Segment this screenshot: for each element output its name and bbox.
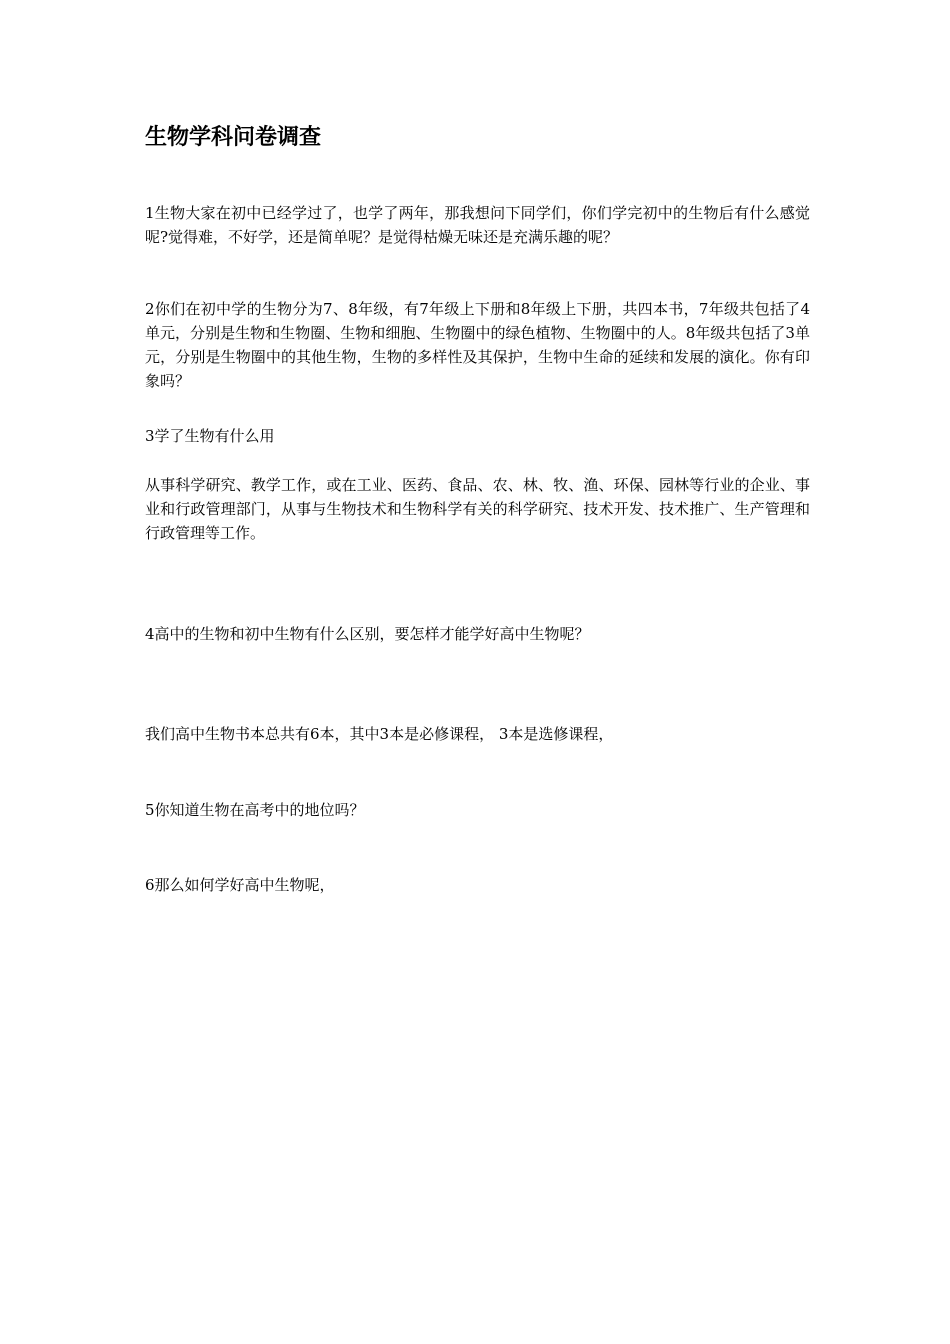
question-5: 5你知道生物在高考中的地位吗？ <box>145 801 365 819</box>
answer-3: 从事科学研究、教学工作，或在工业、医药、食品、农、林、牧、渔、环保、园林等行业的企业、事业和行政管理部门，从事与生物技术和生物科学有关的科学研究、技术开发、技术推广、生产管理和行政管理等工作。 <box>145 476 810 542</box>
question-1: 1生物大家在初中已经学过了，也学了两年，那我想问下同学们，你们学完初中的生物后有什么感觉呢?觉得难，不好学，还是简单呢？是觉得枯燥无味还是充满乐趣的呢？ <box>145 204 810 246</box>
question-4: 4高中的生物和初中生物有什么区别，要怎样才能学好高中生物呢？ <box>145 625 590 643</box>
document-title: 生物学科问卷调查 <box>145 125 322 150</box>
question-6: 6那么如何学好高中生物呢， <box>145 876 335 894</box>
answer-4: 我们高中生物书本总共有6本，其中3本是必修课程， 3本是选修课程， <box>145 725 614 743</box>
question-3: 3学了生物有什么用 <box>145 427 275 445</box>
question-2: 2你们在初中学的生物分为7、8年级，有7年级上下册和8年级上下册，共四本书，7年级共包括了4单元，分别是生物和生物圈、生物和细胞、生物圈中的绿色植物、生物圈中的人。8年级共包括了3单元，分别是生物圈中的其他生物，生物的多样性及其保护，生物中生命的延续和发展的演化。你有印象吗？ <box>145 300 810 390</box>
